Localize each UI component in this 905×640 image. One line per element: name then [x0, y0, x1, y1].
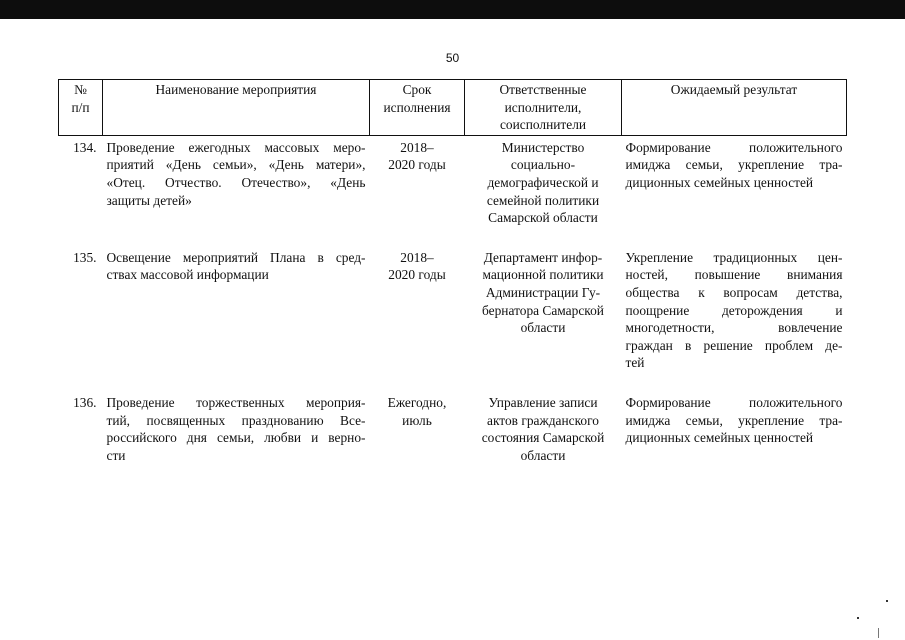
responsible-line: области: [520, 447, 566, 463]
expected-result-line: ностей, повышение внимания: [625, 267, 843, 283]
header-responsible: [465, 80, 622, 136]
event-name-line: Проведение ежегодных массовых меро-: [106, 139, 366, 155]
expected-result: [622, 246, 847, 375]
event-name-line: ствах массовой информации: [106, 267, 269, 283]
deadline: [370, 135, 465, 229]
table-row: [59, 246, 847, 375]
scan-speck: [886, 600, 888, 602]
expected-result-line: многодетности, вовлечение: [625, 320, 843, 336]
header-line: №: [74, 82, 87, 97]
event-name: [103, 391, 370, 467]
header-number: [59, 80, 103, 136]
responsible-line: области: [520, 320, 566, 336]
expected-result-line: общества к вопросам детства,: [625, 284, 843, 300]
responsible-line: семейной политики: [486, 192, 600, 208]
responsible-line: Управление записи: [488, 394, 598, 410]
row-number: 134.: [73, 139, 97, 155]
expected-result-line: диционных семейных ценностей: [625, 430, 814, 446]
table-row: [59, 135, 847, 229]
row-spacer: [59, 375, 847, 391]
responsible-line: Министерство: [501, 139, 585, 155]
expected-result-line: поощрение деторождения и: [625, 302, 843, 318]
scan-speck: [857, 617, 859, 619]
scan-top-border: [0, 0, 905, 19]
event-name: [103, 135, 370, 229]
expected-result: [622, 391, 847, 467]
row-spacer-cell: [59, 375, 847, 391]
page-number: 50: [445, 51, 460, 65]
table-body: [59, 135, 847, 467]
expected-result-line: Формирование положительного: [625, 139, 843, 155]
expected-result-line: тей: [625, 355, 645, 371]
responsible-line: бернатора Самарской: [482, 302, 604, 318]
header-line: Ожидаемый результат: [670, 82, 798, 97]
deadline-line: Ежегодно,: [387, 394, 447, 410]
header-line: Срок: [402, 82, 432, 97]
expected-result-line: Формирование положительного: [625, 394, 843, 410]
event-name-line: тий, посвященных празднованию Все-: [106, 412, 366, 428]
deadline-line: июль: [402, 412, 432, 428]
responsible-line: Администрации Гу-: [485, 284, 601, 300]
header-line: Ответственные: [499, 82, 587, 97]
event-name-line: «Отец. Отчество. Отечество», «День: [106, 174, 366, 190]
responsible-line: мационной политики: [482, 267, 604, 283]
event-name: [103, 246, 370, 375]
responsible: [465, 391, 622, 467]
expected-result-line: граждан в решение проблем де-: [625, 337, 843, 353]
responsible-line: актов гражданского: [487, 412, 599, 428]
scan-speck: [878, 628, 879, 638]
deadline-line: 2020 годы: [388, 157, 446, 173]
table-row: [59, 391, 847, 467]
event-name-line: российского дня семьи, любви и верно-: [106, 430, 366, 446]
header-deadline: [370, 80, 465, 136]
header-row: [59, 80, 847, 136]
expected-result: [622, 135, 847, 229]
header-line: Наименование мероприятия: [155, 82, 317, 97]
header-name: [103, 80, 370, 136]
event-name-line: защиты детей»: [106, 192, 192, 208]
row-spacer-cell: [59, 230, 847, 246]
event-name-line: Освещение мероприятий Плана в сред-: [106, 249, 366, 265]
deadline: [370, 246, 465, 375]
responsible-line: состояния Самарской: [481, 430, 605, 446]
deadline-line: 2020 годы: [388, 267, 446, 283]
event-name-line: приятий «День семьи», «День матери»,: [106, 157, 366, 173]
expected-result-line: имиджа семьи, укрепление тра-: [625, 412, 843, 428]
deadline: [370, 391, 465, 467]
event-name-line: сти: [106, 447, 126, 463]
row-number: 136.: [73, 394, 97, 410]
responsible-line: Самарской области: [488, 210, 598, 226]
responsible-line: социально-: [510, 157, 576, 173]
expected-result-line: Укрепление традиционных цен-: [625, 249, 843, 265]
header-result: [622, 80, 847, 136]
deadline-line: 2018–: [400, 139, 434, 155]
responsible-line: демографической и: [487, 174, 599, 190]
responsible: [465, 135, 622, 229]
header-line: исполнения: [383, 99, 451, 115]
responsible: [465, 246, 622, 375]
expected-result-line: имиджа семьи, укрепление тра-: [625, 157, 843, 173]
header-line: п/п: [71, 99, 90, 115]
responsible-line: Департамент инфор-: [483, 249, 603, 265]
row-spacer: [59, 230, 847, 246]
deadline-line: 2018–: [400, 249, 434, 265]
event-name-line: Проведение торжественных мероприя-: [106, 394, 366, 410]
header-line: исполнители,: [504, 99, 582, 115]
row-number: 135.: [73, 249, 97, 265]
header-line: соисполнители: [499, 117, 587, 133]
events-table: [58, 79, 847, 467]
table-header: [59, 80, 847, 136]
expected-result-line: диционных семейных ценностей: [625, 174, 814, 190]
